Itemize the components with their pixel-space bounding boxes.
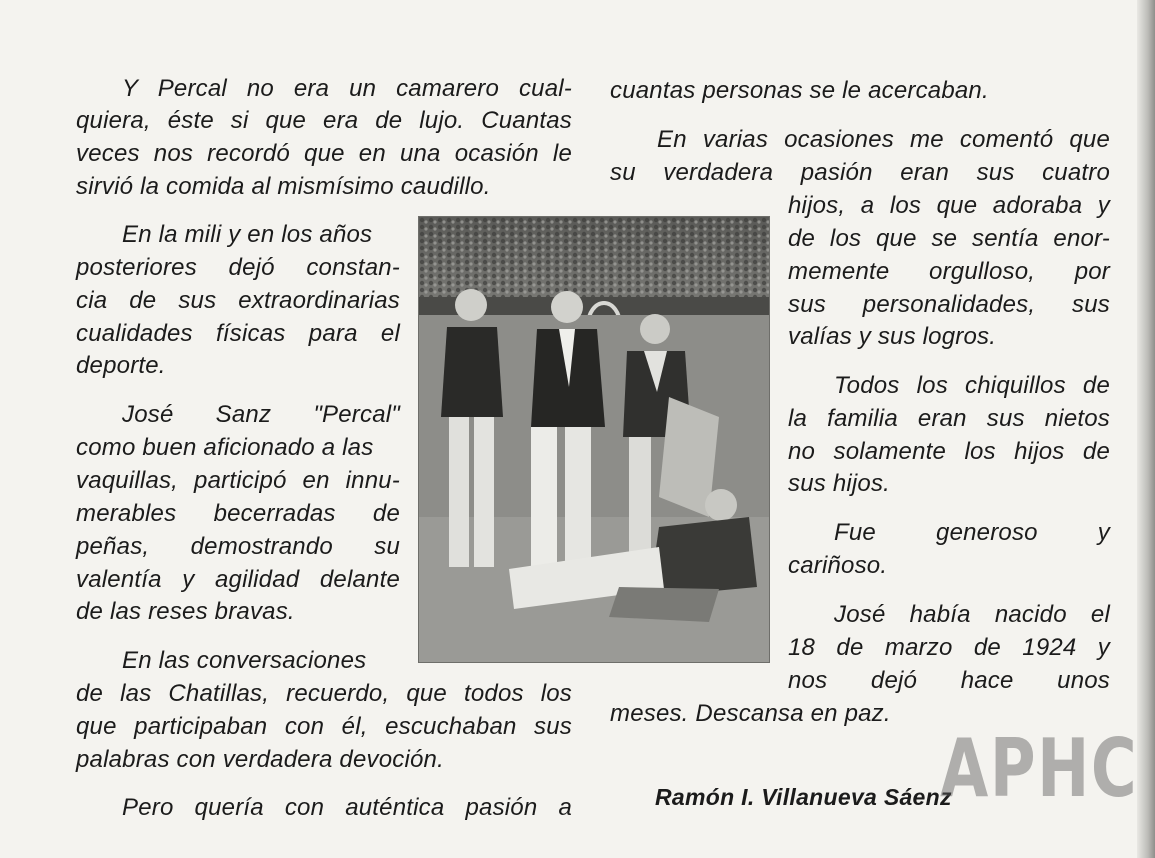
text-line: cuantas personas se le acercaban.: [610, 77, 989, 104]
text-line: vaquillas, participó en innu-: [76, 467, 400, 494]
text-line: sus personalidades, sus: [788, 291, 1110, 318]
text-line: posteriores dejó constan-: [76, 254, 400, 281]
text-line: En varias ocasiones me comentó que: [657, 126, 1110, 153]
text-line: hijos, a los que adoraba y: [788, 192, 1110, 219]
text-line: memente orgulloso, por: [788, 258, 1110, 285]
text-line: veces nos recordó que en una ocasión le: [76, 140, 572, 167]
text-line: meses. Descansa en paz.: [610, 700, 891, 727]
text-line: su verdadera pasión eran sus cuatro: [610, 159, 1110, 186]
text-line: de las Chatillas, recuerdo, que todos los: [76, 680, 572, 707]
text-line: Pero quería con auténtica pasión a: [122, 794, 572, 821]
text-line: valías y sus logros.: [788, 323, 997, 350]
author-signature: Ramón I. Villanueva Sáenz: [655, 784, 952, 810]
text-line: deporte.: [76, 352, 166, 379]
text-line: palabras con verdadera devoción.: [76, 746, 444, 773]
text-line: sus hijos.: [788, 470, 891, 497]
text-line: la familia eran sus nietos: [788, 405, 1110, 432]
text-line: Fue generoso y: [834, 519, 1110, 546]
text-line: En la mili y en los años: [122, 221, 373, 248]
text-line: peñas, demostrando su: [76, 533, 400, 560]
text-line: sirvió la comida al mismísimo caudillo.: [76, 173, 491, 200]
text-line: Y Percal no era un camarero cual-: [122, 75, 572, 102]
text-line: Todos los chiquillos de: [834, 372, 1110, 399]
photo-illustration: [419, 217, 769, 662]
text-line: José había nacido el: [834, 601, 1110, 628]
historical-photo: [418, 216, 770, 663]
text-line: valentía y agilidad delante: [76, 566, 400, 593]
text-line: José Sanz "Percal": [122, 401, 400, 428]
text-line: quiera, éste si que era de lujo. Cuantas: [76, 107, 572, 134]
text-line: nos dejó hace unos: [788, 667, 1110, 694]
text-line: cualidades físicas para el: [76, 320, 400, 347]
text-line: como buen aficionado a las: [76, 434, 374, 461]
text-line: que participaban con él, escuchaban sus: [76, 713, 572, 740]
text-line: cariñoso.: [788, 552, 888, 579]
text-line: En las conversaciones: [122, 647, 367, 674]
page-edge-shadow: [1137, 0, 1155, 858]
text-line: 18 de marzo de 1924 y: [788, 634, 1110, 661]
text-line: de las reses bravas.: [76, 598, 295, 625]
text-line: no solamente los hijos de: [788, 438, 1110, 465]
aphc-watermark: APHC: [940, 722, 1139, 815]
text-line: merables becerradas de: [76, 500, 400, 527]
text-line: cia de sus extraordinarias: [76, 287, 400, 314]
text-line: de los que se sentía enor-: [788, 225, 1110, 252]
